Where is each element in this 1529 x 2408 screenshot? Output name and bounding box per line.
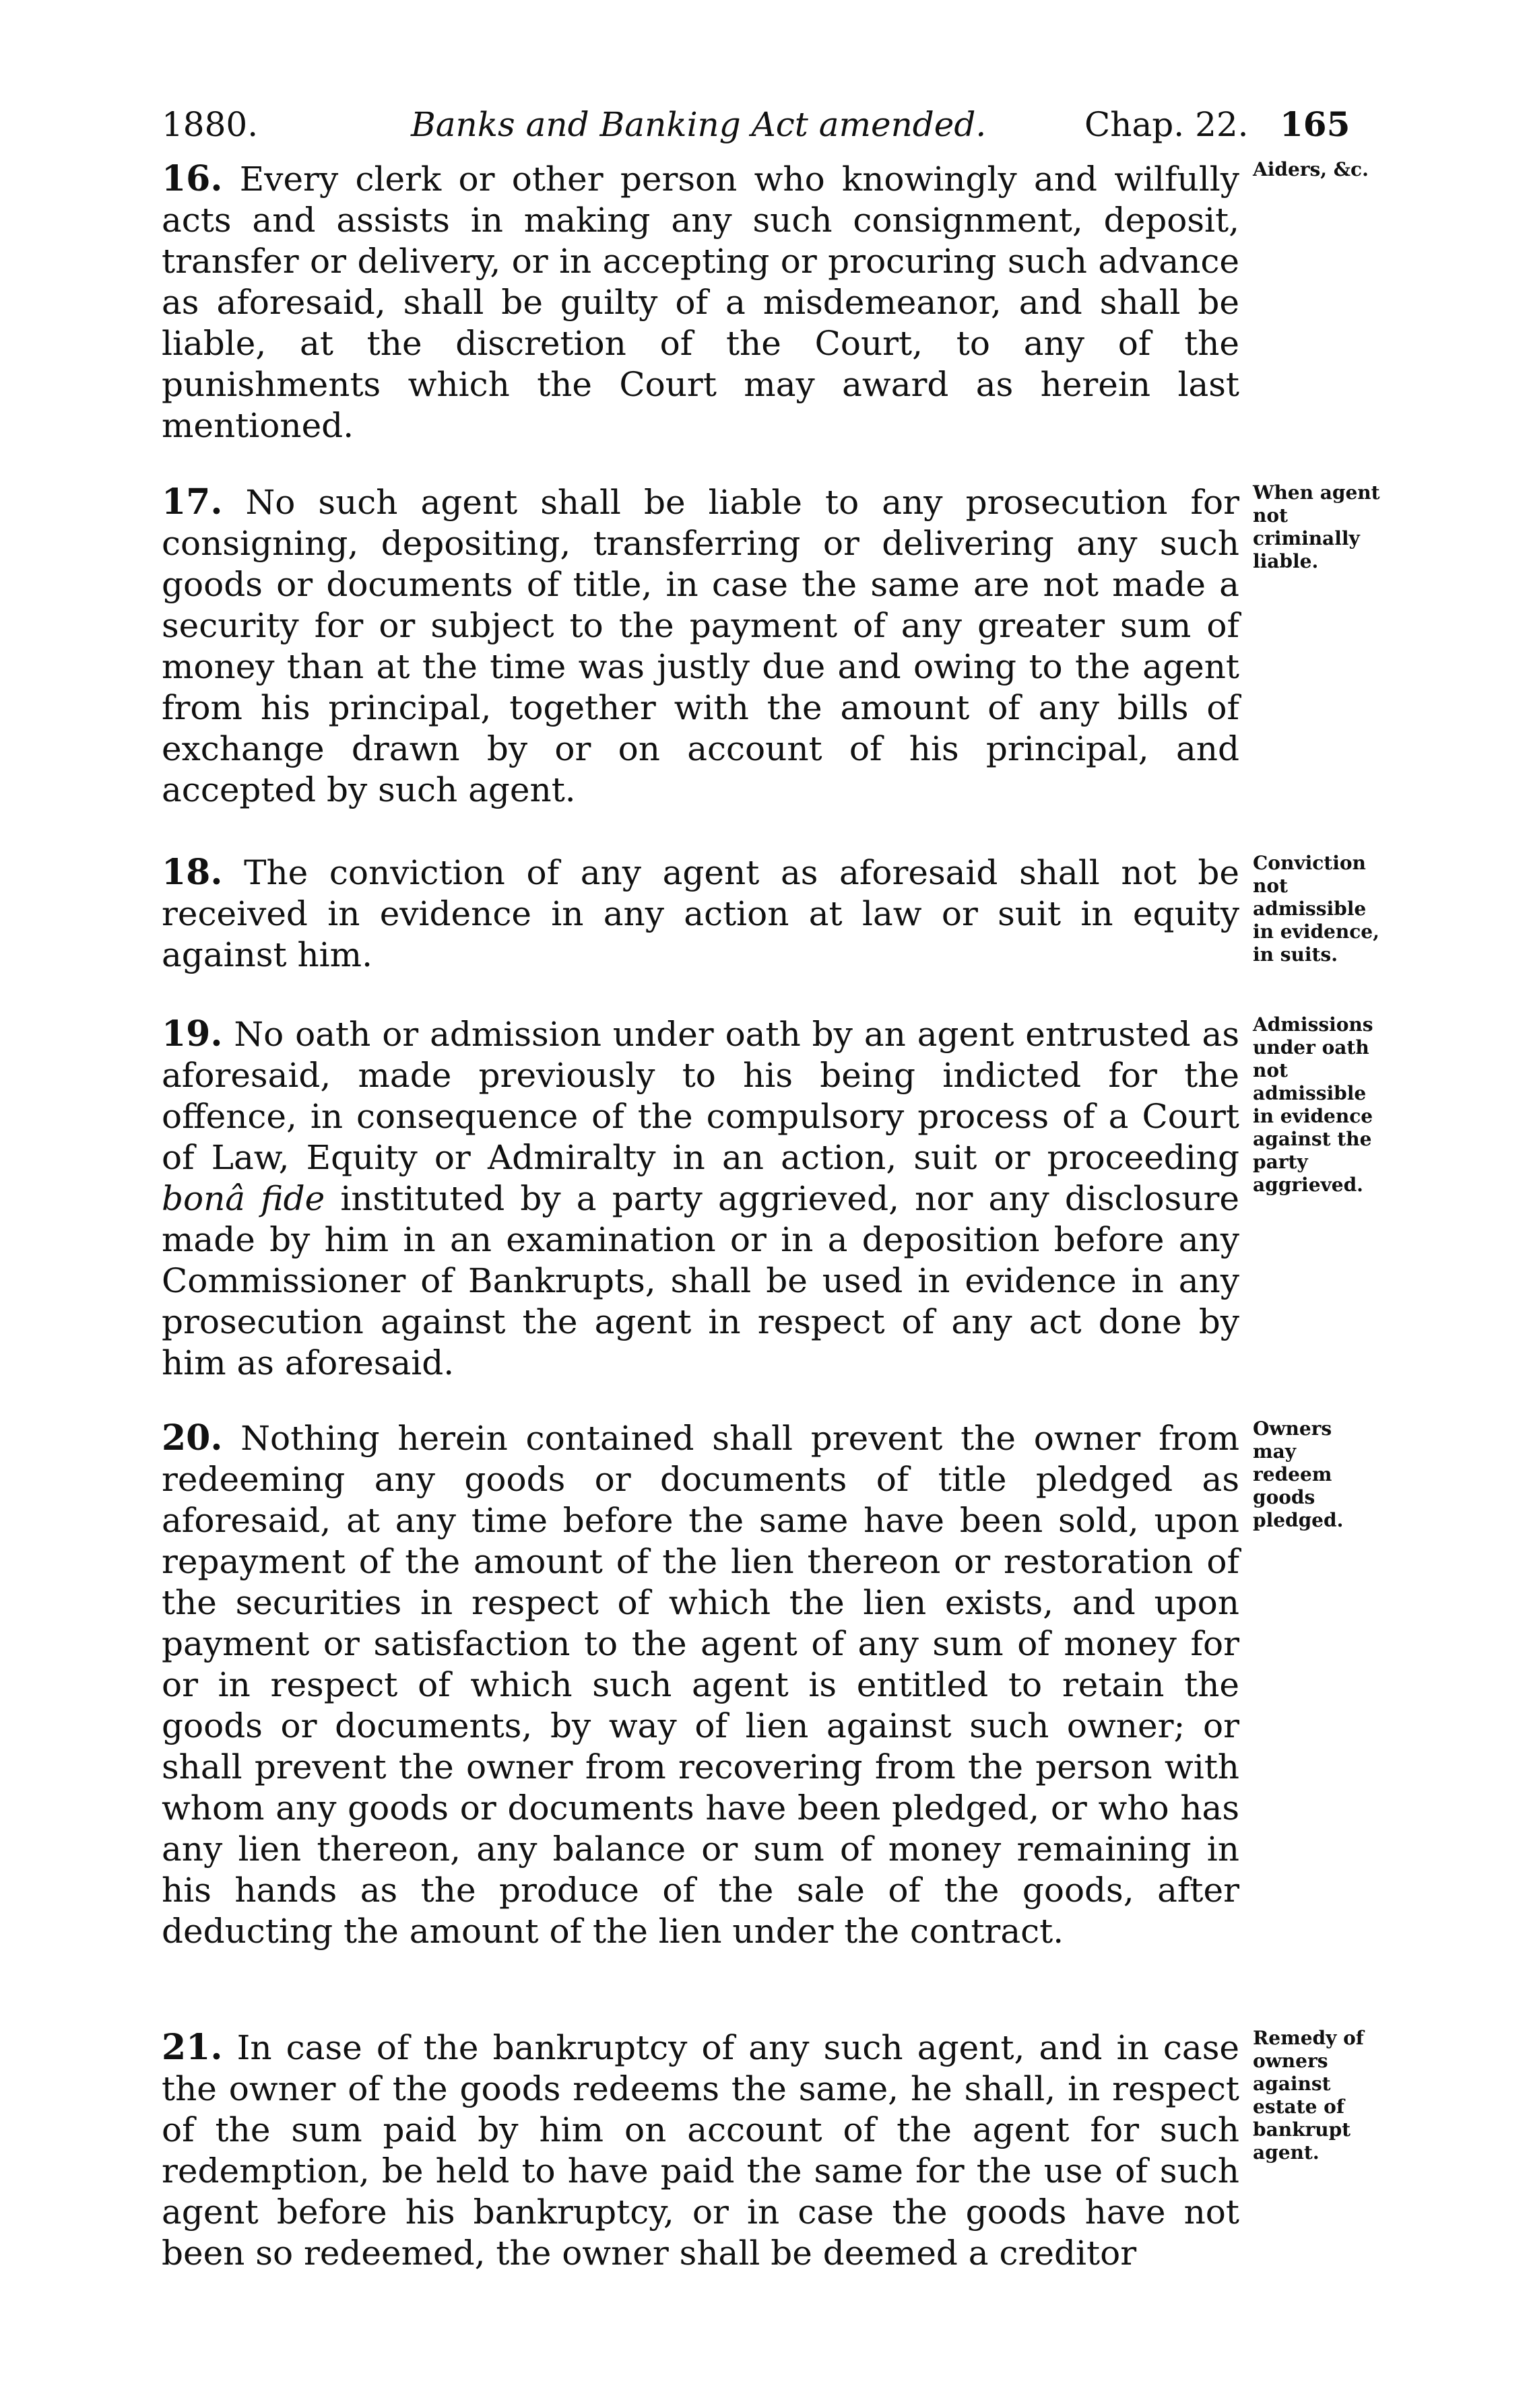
section-body bbox=[162, 2027, 1239, 2274]
section-text-before: No oath or admission under oath by an agent entrusted as aforesaid, made previously to his being indicted for the offence, in consequence of the compulsory process of a Court of Law, Equity or Admiralty in an action, suit or proceeding bbox=[162, 1015, 1239, 1177]
section-text: Nothing herein contained shall prevent the owner from redeeming any goods or documents of title pledged as aforesaid, at any time before the same have been sold, upon repayment of the amount of the lien thereon or restoration of the securities in respect of which the lien exists, and upon payment or satisfaction to the agent of any sum of money for or in respect of which such agent is entitled to retain the goods or documents, by way of lien against such owner; or shall prevent the owner from recovering from the person with whom any goods or documents have been pledged, or who has any lien thereon, any balance or sum of money remaining in his hands as the produce of the sale of the goods, after deducting the amount of the lien under the contract. bbox=[162, 1419, 1239, 1951]
header-chapter: Chap. 22. bbox=[1084, 105, 1249, 144]
section-body bbox=[162, 481, 1239, 811]
margin-note: Aiders, &c. bbox=[1253, 158, 1369, 180]
section-number: 19. bbox=[162, 1013, 223, 1055]
header-year: 1880. bbox=[162, 105, 259, 144]
section-text: The conviction of any agent as aforesaid shall not be received in evidence in any action at law or suit in equity against him. bbox=[162, 853, 1239, 974]
section-text: In case of the bankruptcy of any such agent, and in case the owner of the goods redeems the same, he shall, in respect of the sum paid by him on account of the agent for such redemption, be held to have paid the same for the use of such agent before his bankruptcy, or in case the goods have not been so redeemed, the owner shall be deemed a creditor bbox=[162, 2028, 1239, 2273]
header-title: Banks and Banking Act amended. bbox=[411, 105, 987, 144]
margin-note: Admissions under oath not admissible in evidence against the party aggrieved. bbox=[1253, 1013, 1373, 1196]
section-number: 21. bbox=[162, 2027, 223, 2068]
section-number: 20. bbox=[162, 1417, 223, 1459]
section-body bbox=[162, 158, 1239, 446]
margin-note: Conviction not admissible in evidence, in suits. bbox=[1253, 852, 1379, 966]
section-body bbox=[162, 1013, 1239, 1384]
section-text-italic: bonâ fide bbox=[162, 1179, 325, 1218]
section-number: 16. bbox=[162, 158, 223, 199]
page-number: 165 bbox=[1280, 104, 1351, 144]
section-number: 18. bbox=[162, 852, 223, 893]
section-body bbox=[162, 1417, 1239, 1952]
margin-note: Remedy of owners against estate of bankrupt agent. bbox=[1253, 2027, 1364, 2164]
margin-note: Owners may redeem goods pledged. bbox=[1253, 1417, 1344, 1531]
section-number: 17. bbox=[162, 481, 223, 523]
section-body bbox=[162, 852, 1239, 976]
section-text: No such agent shall be liable to any prosecution for consigning, depositing, transferring or delivering any such goods or documents of title, in case the same are not made a security for or subject to the payment of any greater sum of money than at the time was justly due and owing to the agent from his principal, together with the amount of any bills of exchange drawn by or on account of his principal, and accepted by such agent. bbox=[162, 483, 1239, 809]
running-header bbox=[162, 94, 1374, 155]
margin-note: When agent not criminally liable. bbox=[1253, 481, 1380, 572]
section-text-after: instituted by a party aggrieved, nor any disclosure made by him in an examination or in a deposition before any Commissioner of Bankrupts, shall be used in evidence in any prosecution against the agent in respect of any act done by him as aforesaid. bbox=[162, 1179, 1239, 1382]
section-text: Every clerk or other person who knowingly and wilfully acts and assists in making any such consignment, deposit, transfer or delivery, or in accepting or procuring such advance as aforesaid, shall be guilty of a misdemeanor, and shall be liable, at the discretion of the Court, to any of the punishments which the Court may award as herein last mentioned. bbox=[162, 160, 1239, 445]
